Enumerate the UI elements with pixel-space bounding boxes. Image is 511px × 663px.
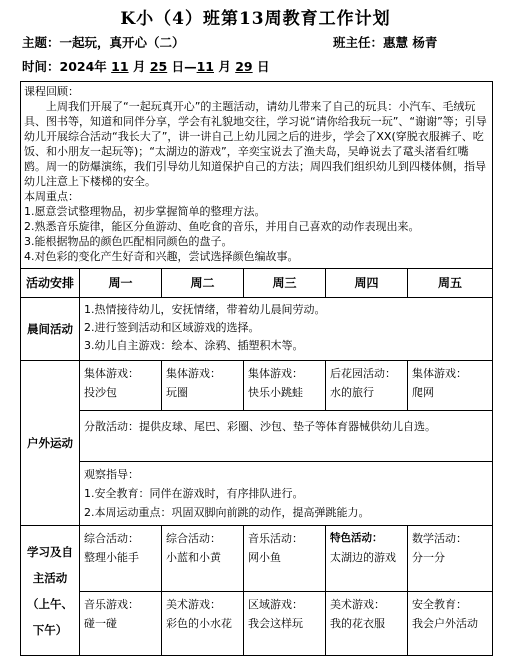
outdoor-observe-row bbox=[21, 462, 493, 526]
activity-name: 投沙包 bbox=[84, 386, 117, 399]
teacher-line bbox=[333, 33, 437, 51]
study-cell bbox=[162, 592, 244, 656]
time-month-unit-2: 月 bbox=[218, 59, 231, 74]
time-day-unit-2: 日 bbox=[257, 59, 270, 74]
time-year: 2024年 bbox=[59, 59, 107, 74]
study-cell bbox=[80, 592, 162, 656]
activity-title: 综合活动： bbox=[166, 532, 221, 545]
study-row-2 bbox=[21, 592, 493, 656]
morning-item: 1.热情接待幼儿，安抚情绪，带着幼儿晨间劳动。 bbox=[84, 303, 326, 316]
start-month: 11 bbox=[111, 59, 129, 74]
morning-item: 2.进行签到活动和区域游戏的选择。 bbox=[84, 321, 260, 334]
outdoor-game-cell bbox=[326, 361, 408, 411]
activity-title: 特色活动： bbox=[330, 532, 383, 544]
activity-name: 彩色的小水花 bbox=[166, 617, 232, 630]
page-title: K小（4）班第13周教育工作计划 bbox=[120, 9, 391, 29]
start-day: 25 bbox=[149, 59, 168, 74]
activity-title: 集体游戏： bbox=[84, 367, 139, 380]
activity-title: 美术游戏： bbox=[330, 598, 385, 611]
activity-name: 我会户外活动 bbox=[412, 617, 478, 630]
goal-item: 2.熟悉音乐旋律，能区分鱼游动、鱼吃食的音乐，并用自己喜欢的动作表现出来。 bbox=[24, 220, 420, 233]
time-line bbox=[22, 57, 270, 75]
study-cell bbox=[244, 526, 326, 592]
header-row bbox=[21, 269, 493, 298]
activity-title: 集体游戏： bbox=[166, 367, 221, 380]
activity-title: 集体游戏： bbox=[248, 367, 303, 380]
morning-item: 3.幼儿自主游戏：绘本、涂鸦、插塑积木等。 bbox=[84, 339, 304, 352]
activity-title: 安全教育： bbox=[412, 598, 467, 611]
activity-title: 数学活动： bbox=[412, 532, 467, 545]
goal-item: 1.愿意尝试整理物品，初步掌握简单的整理方法。 bbox=[24, 205, 266, 218]
theme-label: 主题： bbox=[22, 35, 60, 50]
review-paragraph: 上周我们开展了“一起玩真开心”的主题活动，请幼儿带来了自己的玩具：小汽车、毛绒玩具、图书等，知道和同伴分享，学会有礼貌地交往，学习说“请你给我玩一玩”、“谢谢”等；引导幼儿开展综合活动“我长大了”，讲一讲自己上幼儿园之后的进步，学会了XX(穿脱衣服裤子、吃饭、和小朋友一起玩等)；“太湖边的游戏”，辛奕宝说去了渔夫岛，吴峥说去了鼋头渚看红嘴鸥。周一的防爆演练，我们引导幼儿知道保护自己的方法；周四我们组织幼儿到四楼体侧，指导幼儿注意上下楼梯的安全。 bbox=[24, 100, 487, 188]
outdoor-game-cell bbox=[80, 361, 162, 411]
activity-name: 快乐小跳蛙 bbox=[248, 386, 303, 399]
activity-name: 分一分 bbox=[412, 551, 445, 564]
day-header: 周三 bbox=[244, 269, 326, 298]
study-cell bbox=[244, 592, 326, 656]
review-cell bbox=[21, 82, 493, 269]
study-cell bbox=[408, 592, 493, 656]
theme-line bbox=[22, 33, 185, 51]
activity-title: 音乐游戏： bbox=[84, 598, 139, 611]
outdoor-group-row bbox=[21, 411, 493, 462]
morning-content bbox=[80, 298, 493, 361]
goals-heading: 本周重点： bbox=[24, 190, 79, 203]
schedule-header: 活动安排 bbox=[21, 269, 80, 298]
outdoor-game-cell bbox=[162, 361, 244, 411]
study-label bbox=[21, 526, 80, 656]
activity-title: 美术游戏： bbox=[166, 598, 221, 611]
activity-name: 水的旅行 bbox=[330, 386, 374, 399]
study-label-line: （上午、 bbox=[27, 596, 73, 611]
observe-item: 2.本周运动重点：巩固双脚向前跳的动作，提高弹跳能力。 bbox=[84, 506, 370, 519]
theme-value: 一起玩，真开心（二） bbox=[59, 35, 185, 50]
study-cell bbox=[408, 526, 493, 592]
activity-name: 网小鱼 bbox=[248, 551, 281, 564]
activity-title: 音乐活动： bbox=[248, 532, 303, 545]
activity-name: 我会这样玩 bbox=[248, 617, 303, 630]
time-month-unit: 月 bbox=[132, 59, 146, 74]
plan-table bbox=[20, 81, 493, 656]
study-cell bbox=[326, 526, 408, 592]
outdoor-game-cell bbox=[244, 361, 326, 411]
morning-label: 晨间活动 bbox=[21, 298, 80, 361]
day-header: 周五 bbox=[408, 269, 493, 298]
activity-name: 整理小能手 bbox=[84, 551, 139, 564]
study-cell bbox=[80, 526, 162, 592]
teacher-label: 班主任： bbox=[333, 35, 384, 50]
time-label: 时间： bbox=[22, 59, 60, 74]
time-day-unit: 日— bbox=[171, 59, 197, 74]
activity-name: 我的花衣服 bbox=[330, 617, 385, 630]
activity-title: 后花园活动： bbox=[330, 367, 396, 380]
end-day: 29 bbox=[235, 59, 253, 74]
activity-name: 太湖边的游戏 bbox=[330, 551, 396, 564]
day-header: 周四 bbox=[326, 269, 408, 298]
outdoor-game-cell bbox=[408, 361, 493, 411]
activity-name: 小蓝和小黄 bbox=[166, 551, 221, 564]
observe-title: 观察指导： bbox=[84, 468, 139, 481]
study-cell bbox=[162, 526, 244, 592]
goal-item: 4.对色彩的变化产生好奇和兴趣，尝试选择颜色编故事。 bbox=[24, 250, 299, 263]
activity-title: 区域游戏： bbox=[248, 598, 303, 611]
activity-title: 集体游戏： bbox=[412, 367, 467, 380]
group-activity-text: 分散活动：提供皮球、尾巴、彩圈、沙包、垫子等体育器械供幼儿自选。 bbox=[84, 420, 436, 433]
study-label-line: 下午） bbox=[32, 622, 68, 637]
morning-row bbox=[21, 298, 493, 361]
outdoor-label: 户外运动 bbox=[21, 361, 80, 526]
activity-name: 碰一碰 bbox=[84, 617, 117, 630]
observe-item: 1.安全教育：同伴在游戏时，有序排队进行。 bbox=[84, 487, 304, 500]
teacher-value: 惠慧 杨青 bbox=[383, 35, 438, 50]
study-cell bbox=[326, 592, 408, 656]
outdoor-group-cell bbox=[80, 411, 493, 462]
review-row bbox=[21, 82, 493, 269]
activity-name: 爬网 bbox=[412, 386, 434, 399]
end-month: 11 bbox=[196, 59, 214, 74]
outdoor-observe-cell bbox=[80, 462, 493, 526]
goal-item: 3.能根据物品的颜色匹配相同颜色的盘子。 bbox=[24, 235, 233, 248]
activity-title: 综合活动： bbox=[84, 532, 139, 545]
day-header: 周二 bbox=[162, 269, 244, 298]
study-label-line: 学习及自 bbox=[27, 544, 73, 559]
review-heading: 课程回顾： bbox=[24, 85, 79, 98]
activity-name: 玩圈 bbox=[166, 386, 188, 399]
outdoor-games-row bbox=[21, 361, 493, 411]
day-header: 周一 bbox=[80, 269, 162, 298]
study-label-line: 主活动 bbox=[32, 570, 68, 585]
study-row-1 bbox=[21, 526, 493, 592]
